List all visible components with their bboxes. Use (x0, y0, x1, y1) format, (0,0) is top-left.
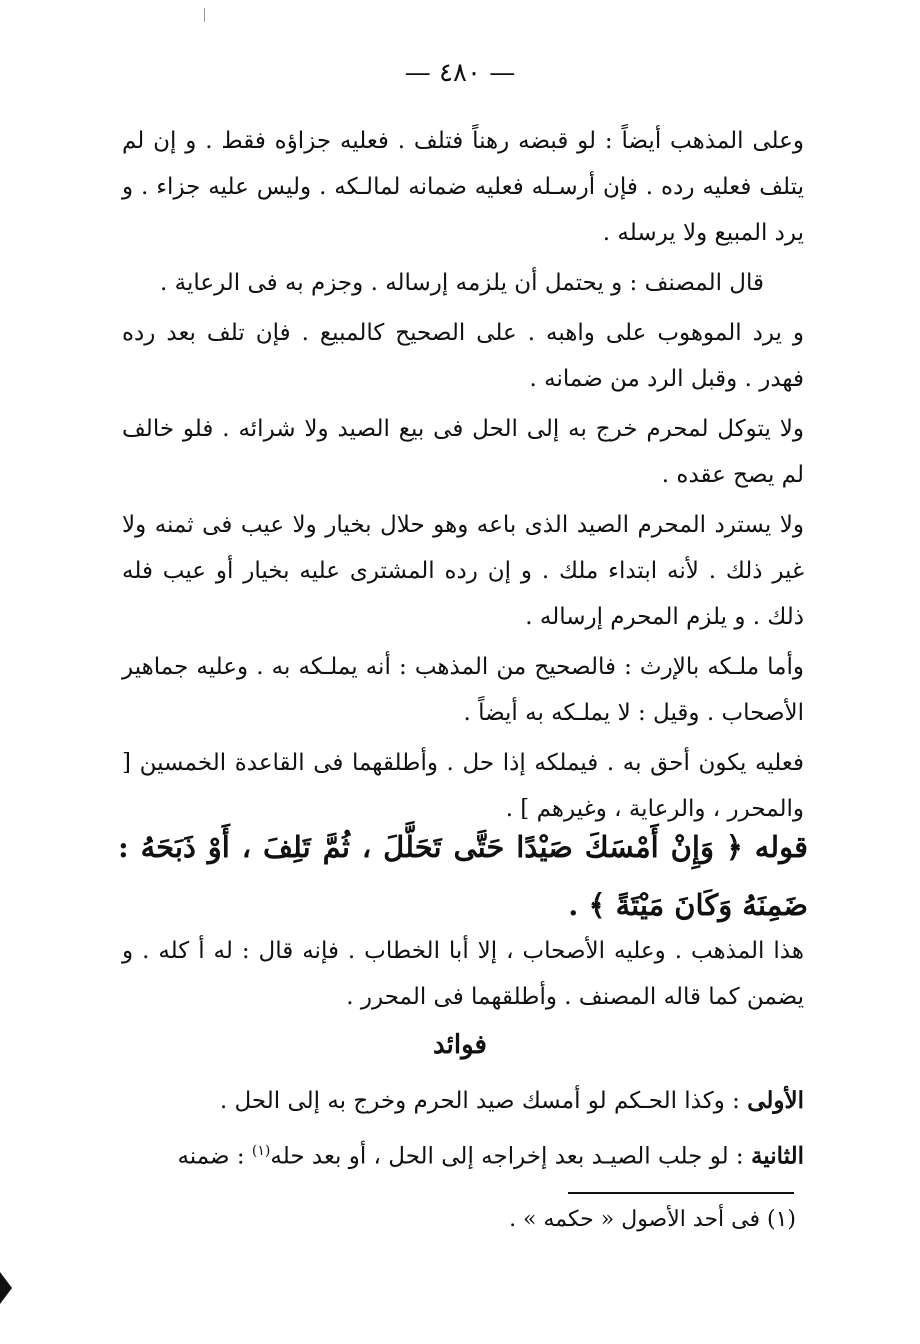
section-heading: فوائد (433, 1030, 487, 1060)
benefit-text-tail: : ضمنه (177, 1143, 252, 1170)
benefits-list (122, 1078, 804, 1184)
benefit-text: : لو جلب الصيـد بعد إخراجه إلى الحل ، أو بعد حله (270, 1143, 751, 1170)
paragraph: قال المصنف : و يحتمل أن يلزمه إرساله . وجزم به فى الرعاية . (160, 270, 764, 296)
benefit-item (122, 1128, 804, 1180)
benefit-item (122, 1078, 804, 1124)
benefit-lead: الأولى (747, 1087, 804, 1114)
scan-edge-mark (0, 1272, 12, 1304)
commentary-text (122, 928, 804, 1024)
page-number: — ٤٨٠ — (404, 58, 516, 88)
benefit-text: : وكذا الحـكم لو أمسك صيد الحرم وخرج به إلى الحل . (219, 1088, 748, 1114)
paragraph: ولا يسترد المحرم الصيد الذى باعه وهو حلال بخيار ولا عيب فى ثمنه ولا غير ذلك . لأنه ابتداء ملك . و إن رده المشترى عليه بخيار أو عيب فله ذلك . و يلزم المحرم إرساله . (122, 512, 804, 630)
footnote-divider (568, 1192, 794, 1194)
body-text (122, 118, 804, 836)
paragraph: ولا يتوكل لمحرم خرج به إلى الحل فى بيع الصيد ولا شرائه . فلو خالف لم يصح عقده . (122, 416, 804, 488)
footnote: (١) فى أحد الأصول « حكمه » . (509, 1207, 796, 1232)
paragraph: وعلى المذهب أيضاً : لو قبضه رهناً فتلف . فعليه جزاؤه فقط . و إن لم يتلف فعليه رده . فإن أرسـله فعليه ضمانه لمالـكه . وليس عليه جزاء . و يرد المبيع ولا يرسله . (122, 128, 804, 246)
paragraph: و يرد الموهوب على واهبه . على الصحيح كالمبيع . فإن تلف بعد رده فهدر . وقبل الرد من ضمانه . (122, 320, 804, 392)
footnote-marker: (١) (251, 1143, 271, 1159)
paragraph: هذا المذهب . وعليه الأصحاب ، إلا أبا الخطاب . فإنه قال : له أ كله . و يضمن كما قاله المصنف . وأطلقهما فى المحرر . (122, 938, 804, 1010)
benefit-lead: الثانية (750, 1142, 804, 1170)
quoted-text: قوله ﴿ وَإِنْ أَمْسَكَ صَيْدًا حَتَّى تَحَلَّلَ ، ثُمَّ تَلِفَ ، أَوْ ذَبَحَهُ : ضَمِنَهُ وَكَانَ مَيْتَةً ﴾ . (118, 830, 808, 922)
scan-tick-mark (204, 8, 205, 22)
paragraph: فعليه يكون أحق به . فيملكه إذا حل . وأطلقهما فى القاعدة الخمسين [ والمحرر ، والرعاية ، وغيرهم ] . (122, 750, 804, 822)
paragraph: وأما ملـكه بالإرث : فالصحيح من المذهب : أنه يملـكه به . وعليه جماهير الأصحاب . وقيل : لا يملـكه به أيضاً . (122, 654, 804, 726)
